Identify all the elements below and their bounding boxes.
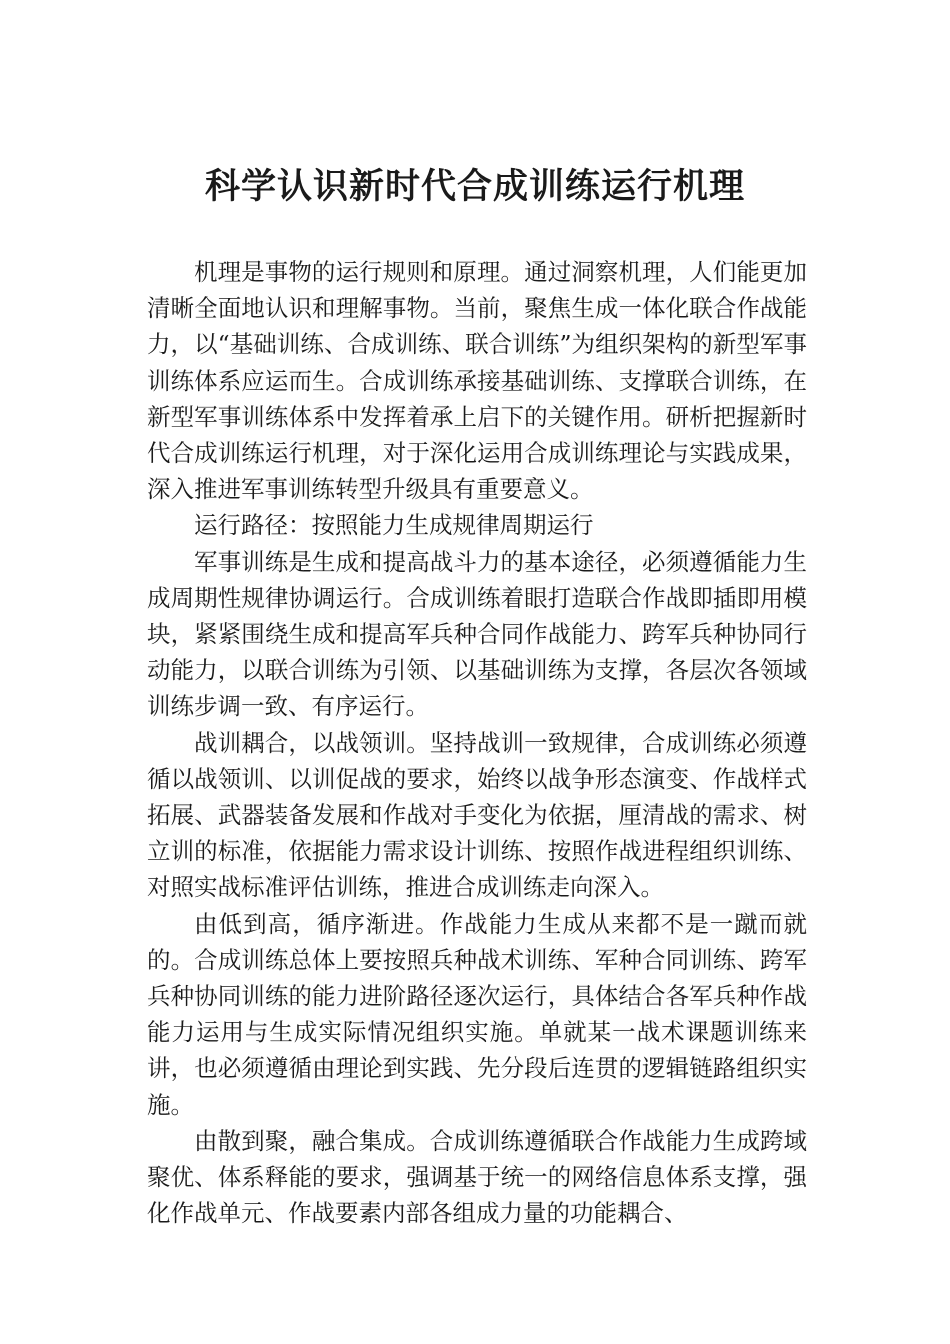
article-title: 科学认识新时代合成训练运行机理	[204, 166, 745, 207]
section-heading: 运行路径：按照能力生成规律周期运行	[194, 511, 594, 540]
intro-paragraph: 机理是事物的运行规则和原理。通过洞察机理，人们能更加清晰全面地认识和理解事物。当前，聚焦生成一体化联合作战能力，以“基础训练、合成训练、联合训练”为组织架构的新型军事训练体系应运而生。合成训练承接基础训练、支撑联合训练，在新型军事训练体系中发挥着承上启下的关键作用。研析把握新时代合成训练运行机理，对于深化运用合成训练理论与实践成果，深入推进军事训练转型升级具有重要意义。	[147, 258, 807, 504]
body-paragraph: 由散到聚，融合集成。合成训练遵循联合作战能力生成跨域聚优、体系释能的要求，强调基于统一的网络信息体系支撑，强化作战单元、作战要素内部各组成力量的功能耦合、	[147, 1126, 807, 1228]
body-paragraph: 由低到高，循序渐进。作战能力生成从来都不是一蹴而就的。合成训练总体上要按照兵种战术训练、军种合同训练、跨军兵种协同训练的能力进阶路径逐次运行，具体结合各军兵种作战能力运用与生成实际情况组织实施。单就某一战术课题训练来讲，也必须遵循由理论到实践、先分段后连贯的逻辑链路组织实施。	[147, 909, 807, 1119]
body-paragraph: 军事训练是生成和提高战斗力的基本途径，必须遵循能力生成周期性规律协调运行。合成训练着眼打造联合作战即插即用模块，紧紧围绕生成和提高军兵种合同作战能力、跨军兵种协同行动能力，以联合训练为引领、以基础训练为支撑，各层次各领域训练步调一致、有序运行。	[147, 547, 807, 721]
article-body	[147, 254, 807, 1231]
body-paragraph: 战训耦合，以战领训。坚持战训一致规律，合成训练必须遵循以战领训、以训促战的要求，始终以战争形态演变、作战样式拓展、武器装备发展和作战对手变化为依据，厘清战的需求、树立训的标准，依据能力需求设计训练、按照作战进程组织训练、对照实战标准评估训练，推进合成训练走向深入。	[147, 728, 807, 902]
